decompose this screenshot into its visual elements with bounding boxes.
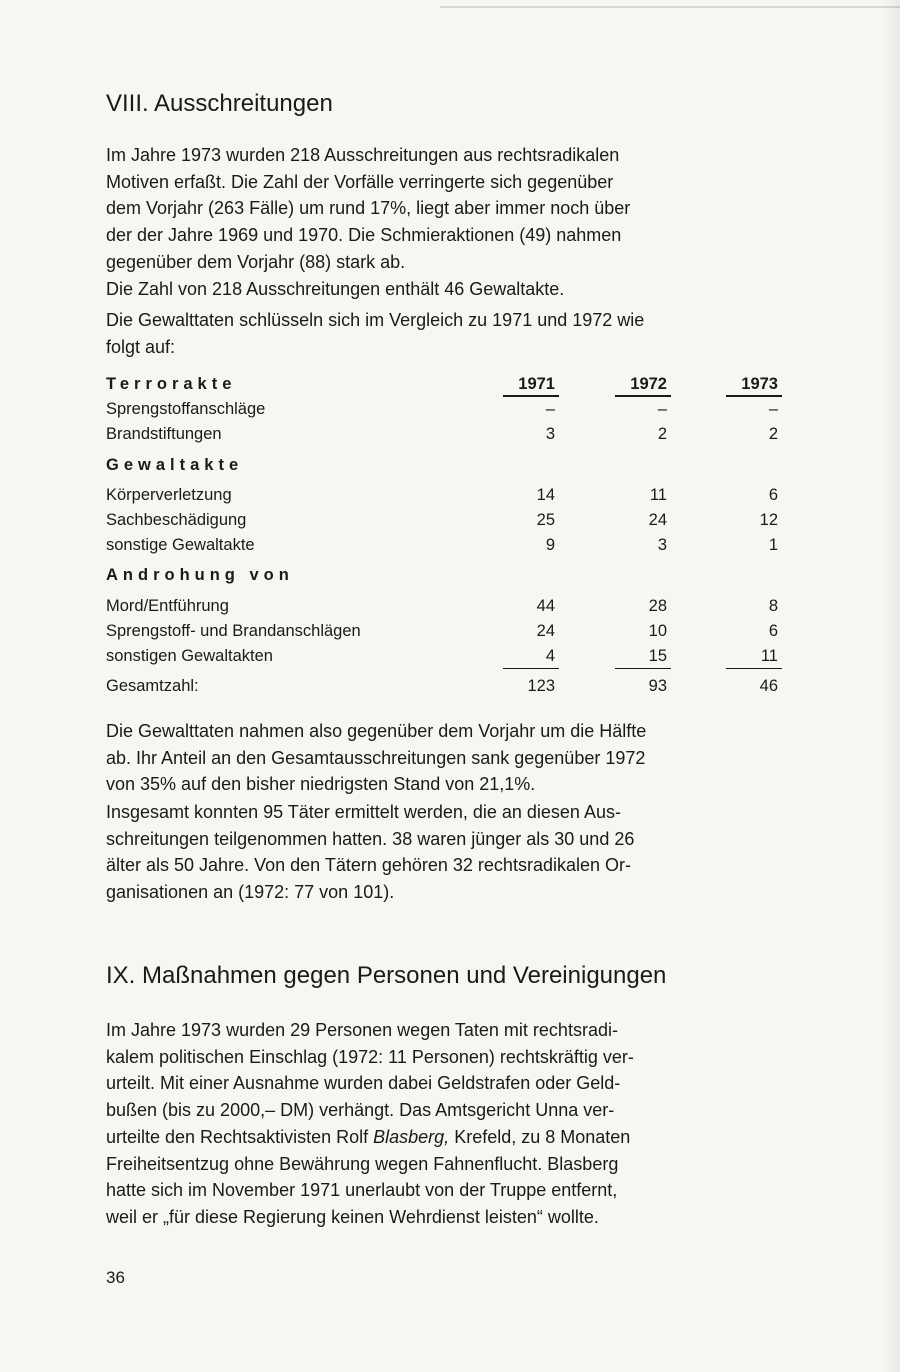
group-heading-gewaltakte: Gewaltakte xyxy=(106,455,244,474)
text-line: Im Jahre 1973 wurden 29 Personen wegen Taten mit rechtsradi- xyxy=(106,1020,618,1040)
text-line: Freiheitsentzug ohne Bewährung wegen Fahnenflucht. Blasberg xyxy=(106,1153,619,1174)
cell-value: 15 xyxy=(648,646,667,665)
table-row xyxy=(106,397,780,422)
year-header: 1973 xyxy=(741,375,778,393)
cell-value: 25 xyxy=(536,510,555,529)
page-edge-shadow xyxy=(884,0,900,1372)
table-header-row xyxy=(106,372,780,397)
cell-value: 44 xyxy=(536,596,555,615)
table-row xyxy=(106,483,780,508)
text-line xyxy=(106,1124,780,1151)
total-label: Gesamtzahl: xyxy=(106,677,199,696)
cell-value: 28 xyxy=(648,596,667,615)
row-label: Brandstiftungen xyxy=(106,425,222,444)
cell-value: – xyxy=(545,400,555,419)
total-value: 46 xyxy=(759,677,778,696)
cell-value: – xyxy=(768,400,778,419)
row-label: sonstigen Gewaltakten xyxy=(106,646,273,665)
text-line: Die Gewalttaten schlüsseln sich im Vergleich zu 1971 und 1972 wie xyxy=(106,310,645,330)
year-header: 1972 xyxy=(630,375,667,393)
text-line: weil er „für diese Regierung keinen Wehrdienst leisten“ wollte. xyxy=(106,1206,599,1227)
year-header: 1971 xyxy=(518,375,555,393)
row-label: sonstige Gewaltakte xyxy=(106,536,255,555)
cell-value: 1 xyxy=(768,536,778,555)
text-line: schreitungen teilgenommen hatten. 38 waren jünger als 30 und 26 xyxy=(106,828,635,849)
total-value: 123 xyxy=(527,677,555,696)
group-heading-terrorakte: Terrorakte xyxy=(106,375,237,393)
scan-edge-line xyxy=(440,6,900,8)
text-line: Insgesamt konnten 95 Täter ermittelt werden, die an diesen Aus- xyxy=(106,802,621,822)
text-line: urteilt. Mit einer Ausnahme wurden dabei Geldstrafen oder Geld- xyxy=(106,1073,621,1094)
table-group-row xyxy=(106,453,780,478)
cell-value: 2 xyxy=(768,425,778,444)
sum-underline xyxy=(726,668,782,670)
text-line: Die Zahl von 218 Ausschreitungen enthält 46 Gewaltakte. xyxy=(106,279,565,299)
text-run: Krefeld, zu 8 Monaten xyxy=(449,1126,631,1147)
row-label: Sachbeschädigung xyxy=(106,510,247,529)
paragraph-share xyxy=(106,718,780,798)
cell-value: 14 xyxy=(536,485,555,504)
sum-underline xyxy=(615,668,671,670)
sum-underline xyxy=(503,668,559,670)
total-value: 93 xyxy=(648,677,667,696)
table-total-row xyxy=(106,674,780,699)
cell-value: 12 xyxy=(759,510,778,529)
paragraph-table-intro xyxy=(106,307,780,360)
text-line: folgt auf: xyxy=(106,336,176,357)
table-row xyxy=(106,422,780,447)
cell-value: 3 xyxy=(657,536,667,555)
text-line: dem Vorjahr (263 Fälle) um rund 17%, liegt aber immer noch über xyxy=(106,198,631,219)
text-line: Motiven erfaßt. Die Zahl der Vorfälle verringerte sich gegenüber xyxy=(106,171,614,192)
cell-value: 9 xyxy=(545,536,555,555)
row-label: Mord/Entführung xyxy=(106,596,229,615)
cell-value: 10 xyxy=(648,621,667,640)
cell-value: 11 xyxy=(760,646,778,665)
cell-value: 6 xyxy=(768,485,778,504)
cell-value: – xyxy=(657,400,667,419)
text-line: gegenüber dem Vorjahr (88) stark ab. xyxy=(106,251,406,272)
cell-value: 24 xyxy=(648,510,667,529)
table-row xyxy=(106,533,780,558)
table-row xyxy=(106,508,780,533)
paragraph-perpetrators xyxy=(106,799,780,906)
text-line: kalem politischen Einschlag (1972: 11 Personen) rechtskräftig ver- xyxy=(106,1046,634,1067)
row-label: Sprengstoff- und Brandanschlägen xyxy=(106,621,361,640)
cell-value: 11 xyxy=(649,485,667,504)
paragraph-intro xyxy=(106,142,780,276)
group-heading-androhung: Androhung von xyxy=(106,566,294,585)
text-line: Im Jahre 1973 wurden 218 Ausschreitungen aus rechtsradikalen xyxy=(106,145,620,165)
text-line: ganisationen an (1972: 77 von 101). xyxy=(106,882,395,903)
cell-value: 3 xyxy=(545,425,555,444)
cell-value: 24 xyxy=(536,621,555,640)
text-line: ab. Ihr Anteil an den Gesamtausschreitungen sank gegenüber 1972 xyxy=(106,747,646,768)
statistics-table xyxy=(106,372,780,699)
section-heading-ix: IX. Maßnahmen gegen Personen und Vereinigungen xyxy=(106,962,667,989)
text-line: der der Jahre 1969 und 1970. Die Schmieraktionen (49) nahmen xyxy=(106,225,622,246)
cell-value: 2 xyxy=(657,425,667,444)
person-name: Blasberg, xyxy=(373,1126,450,1147)
table-row xyxy=(106,594,780,619)
cell-value: 4 xyxy=(545,646,555,665)
text-line: von 35% auf den bisher niedrigsten Stand von 21,1%. xyxy=(106,774,536,795)
section-heading-viii: VIII. Ausschreitungen xyxy=(106,90,333,117)
paragraph-gewaltakte-count xyxy=(106,276,780,303)
text-line: bußen (bis zu 2000,– DM) verhängt. Das Amtsgericht Unna ver- xyxy=(106,1100,615,1121)
cell-value: 6 xyxy=(768,621,778,640)
row-label: Sprengstoffanschläge xyxy=(106,400,266,419)
text-line: Die Gewalttaten nahmen also gegenüber dem Vorjahr um die Hälfte xyxy=(106,721,647,741)
cell-value: 8 xyxy=(768,596,778,615)
text-line: älter als 50 Jahre. Von den Tätern gehören 32 rechtsradikalen Or- xyxy=(106,855,631,876)
page-number: 36 xyxy=(106,1268,125,1287)
text-line: hatte sich im November 1971 unerlaubt von der Truppe entfernt, xyxy=(106,1180,618,1201)
table-row xyxy=(106,619,780,644)
table-row xyxy=(106,644,780,669)
row-label: Körperverletzung xyxy=(106,485,232,504)
text-run: urteilte den Rechtsaktivisten Rolf xyxy=(106,1126,374,1147)
paragraph-measures xyxy=(106,1017,780,1231)
table-group-row xyxy=(106,563,780,588)
